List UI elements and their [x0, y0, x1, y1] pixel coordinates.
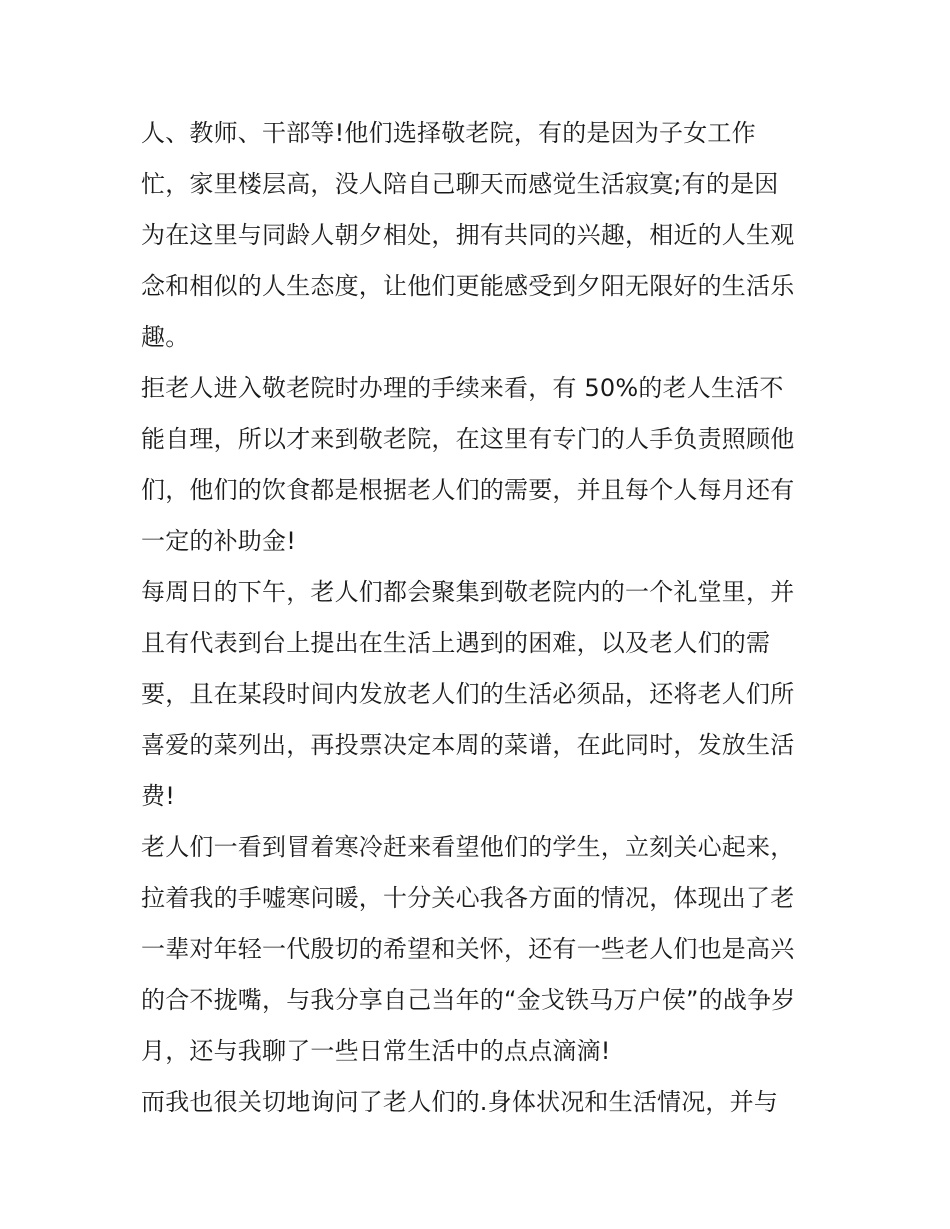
text-line: 老人们一看到冒着寒冷赶来看望他们的学生，立刻关心起来，: [141, 833, 795, 861]
text-line: 们，他们的饮食都是根据老人们的需要，并且每个人每月还有: [141, 476, 795, 504]
text-line: 人、教师、干部等!他们选择敬老院，有的是因为子女工作: [141, 119, 756, 147]
text-line: 费!: [141, 782, 176, 810]
text-line: 且有代表到台上提出在生活上遇到的困难，以及老人们的需: [141, 629, 771, 657]
text-line: 喜爱的菜列出，再投票决定本周的菜谱，在此同时，发放生活: [141, 731, 795, 759]
text-line: 每周日的下午，老人们都会聚集到敬老院内的一个礼堂里，并: [141, 578, 795, 606]
text-line: 一定的补助金!: [141, 527, 297, 555]
text-line: 念和相似的人生态度，让他们更能感受到夕阳无限好的生活乐: [141, 272, 795, 300]
document-body: [141, 108, 821, 1128]
text-line: 月，还与我聊了一些日常生活中的点点滴滴!: [141, 1037, 611, 1065]
text-line: 而我也很关切地询问了老人们的.身体状况和生活情况，并与: [141, 1088, 779, 1116]
text-line: 的合不拢嘴，与我分享自己当年的“金戈铁马万户侯”的战争岁: [141, 986, 796, 1014]
text-line: 忙，家里楼层高，没人陪自己聊天而感觉生活寂寞;有的是因: [141, 170, 779, 198]
text-line: 趣。: [141, 323, 190, 351]
text-line: 为在这里与同龄人朝夕相处，拥有共同的兴趣，相近的人生观: [141, 221, 795, 249]
text-line: 要，且在某段时间内发放老人们的生活必须品，还将老人们所: [141, 680, 795, 708]
text-line: 一辈对年轻一代殷切的希望和关怀，还有一些老人们也是高兴: [141, 935, 795, 963]
text-line: 拉着我的手嘘寒问暖，十分关心我各方面的情况，体现出了老: [141, 884, 795, 912]
text-line: 能自理，所以才来到敬老院，在这里有专门的人手负责照顾他: [141, 425, 795, 453]
text-line: 拒老人进入敬老院时办理的手续来看，有 50%的老人生活不: [141, 374, 784, 402]
